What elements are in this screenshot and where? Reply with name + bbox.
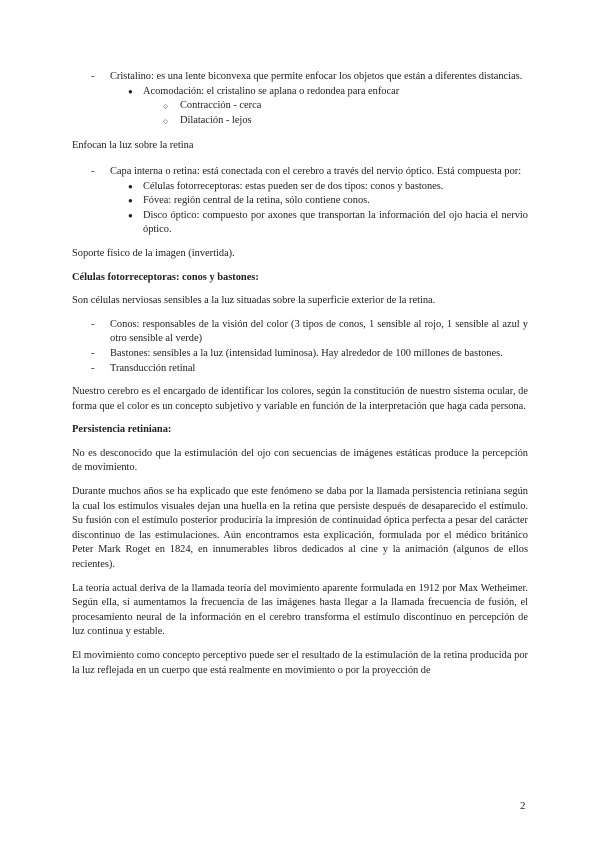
bullet-marker: ● [128, 181, 133, 191]
list-item-celulas: ● Células fotorreceptoras: estas pueden ser de dos tipos: conos y bastones. [72, 180, 528, 195]
photoreceptor-list [72, 318, 528, 376]
paragraph-son: Son células nerviosas sensibles a la luz situadas sobre la superficie exterior de la retina. [72, 295, 436, 307]
bullet-marker: ● [128, 86, 133, 96]
list-item-capa: - Capa interna o retina: está conectada con el cerebro a través del nervio óptico. Está compuesta por: [72, 165, 528, 180]
paragraph-desconocido: No es desconocido que la estimulación del ojo con secuencias de imágenes estáticas produce la percepción de movimiento. [72, 447, 528, 474]
list-item-acomodacion: ● Acomodación: el cristalino se aplana o redondea para enfocar [72, 85, 528, 100]
paragraph-soporte: Soporte físico de la imagen (invertida). [72, 247, 235, 259]
bullet-marker: ● [128, 210, 133, 220]
paragraph-cerebro: Nuestro cerebro es el encargado de identificar los colores, según la constitución de nuestro sistema ocular, de forma que el color es un concepto subjetivo y variable en función de la interpretación que haga cada persona. [72, 386, 528, 412]
list-item-disco: ● Disco óptico: compuesto por axones que transportan la información del ojo hacia el nervio óptico. [128, 209, 528, 236]
bullet-marker: ● [128, 196, 133, 206]
circle-marker: ○ [163, 115, 169, 126]
list-item-cristalino: - Cristalino: es una lente biconvexa que permite enfocar los objetos que están a diferentes distancias. [72, 70, 528, 85]
list-item-conos: - Conos: responsables de la visión del color (3 tipos de conos, 1 sensible al rojo, 1 sensible al azul y otro sensible al verde) [91, 318, 528, 345]
heading-celulas: Células fotorreceptoras: conos y bastones: [72, 271, 259, 283]
list-item-contraccion: ○ Contracción - cerca [72, 99, 528, 114]
paragraph-movimiento: El movimiento como concepto perceptivo puede ser el resultado de la estimulación de la retina producida por la luz reflejada en un cuerpo que está realmente en movimiento o por la proyección de [72, 650, 528, 676]
circle-marker: ○ [163, 101, 169, 112]
list-item-fovea: ● Fóvea: región central de la retina, sólo contiene conos. [72, 194, 528, 209]
paragraph-durante: Durante muchos años se ha explicado que este fenómeno se daba por la llamada persistencia retiniana según la cual los estímulos visuales dejan una huella en la retina que persiste después de desaparecido el estímulo. Su fusión con el estímulo posterior produciría la impresión de continuidad óptica perfecta a pesar del carácter discontinuo de las estimulaciones. Aún encontramos esta explicación, formulada por el médico británico Peter Mark Roget en 1824, en innumerables libros dedicados al cine y la animación (algunos de ellos recientes). [72, 486, 528, 571]
list-item-dilatacion: ○ Dilatación - lejos [72, 114, 528, 129]
document-page [72, 70, 528, 678]
paragraph-enfocan: Enfocan la luz sobre la retina [72, 140, 194, 152]
list-item-transduccion: - Transducción retinal [72, 362, 528, 377]
page-number: 2 [520, 800, 526, 812]
lens-list [72, 70, 528, 128]
list-item-bastones: - Bastones: sensibles a la luz (intensidad luminosa). Hay alrededor de 100 millones de bastones. [72, 347, 528, 362]
dash-marker: - [91, 165, 95, 177]
paragraph-teoria: La teoría actual deriva de la llamada teoría del movimiento aparente formulada en 1912 por Max Wetheimer. Según ella, si aumentamos la frecuencia de las imágenes hasta llegar a la llamada frecuencia de fusión, el procesamiento neural de la información en el cerebro transforma el estímulo discontinuo en percepción de luz continua y estable. [72, 582, 528, 638]
dash-marker: - [91, 347, 95, 359]
retina-list [72, 165, 528, 238]
dash-marker: - [91, 362, 95, 374]
heading-persistencia: Persistencia retiniana: [72, 424, 172, 436]
dash-marker: - [91, 318, 95, 330]
dash-marker: - [91, 71, 95, 82]
